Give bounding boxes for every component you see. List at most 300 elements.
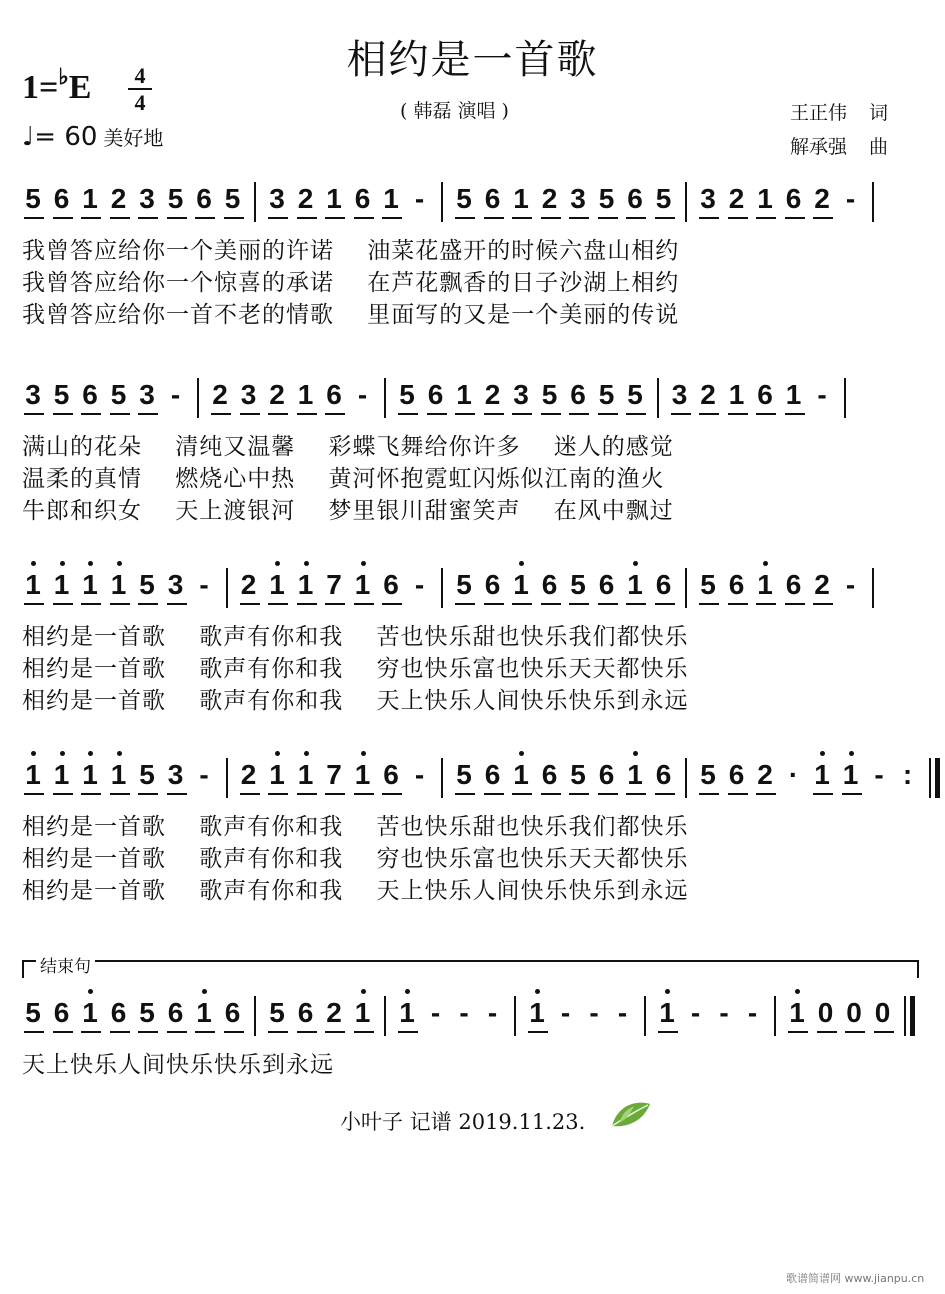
note: 3 (25, 379, 41, 410)
beam-line (325, 217, 345, 219)
composer-credit (790, 132, 888, 159)
note: 1 (269, 569, 285, 600)
beam-line (398, 1031, 418, 1033)
note: 5 (456, 759, 472, 790)
note: 0 (874, 997, 891, 1028)
beam-line (382, 217, 402, 219)
beam-line (569, 793, 589, 795)
beam-line (598, 217, 618, 219)
coda-label: 结束句 (36, 952, 95, 977)
bar-line (935, 758, 940, 798)
sustain-dash: - (459, 997, 469, 1028)
sustain-dash: - (690, 997, 701, 1028)
beam-line (268, 217, 288, 219)
beam-line (813, 603, 833, 605)
beam-line (24, 603, 44, 605)
beam-line (382, 793, 402, 795)
transcriber-signature: 小叶子 记谱 2019.11.23. (340, 1110, 586, 1134)
note: 1 (513, 759, 529, 790)
note: 1 (82, 759, 98, 790)
beam-line (569, 413, 589, 415)
note: 5 (570, 759, 586, 790)
note: 6 (484, 183, 501, 214)
note: 5 (627, 379, 643, 410)
octave-dot (361, 751, 366, 756)
octave-dot (31, 561, 36, 566)
composer-role: 曲 (869, 136, 889, 158)
bar-line (441, 758, 443, 798)
beam-line (53, 413, 73, 415)
lyric-line-1: 相约是一首歌 歌声有你和我 苦也快乐甜也快乐我们都快乐 (22, 624, 689, 650)
octave-dot (202, 989, 207, 994)
note: 1 (728, 379, 745, 410)
note: 2 (326, 997, 342, 1028)
note: 5 (139, 759, 155, 790)
beam-line (24, 217, 44, 219)
beam-line (598, 413, 618, 415)
beam-line (569, 603, 589, 605)
note: 2 (541, 183, 558, 214)
octave-dot (633, 751, 638, 756)
beam-line (699, 413, 719, 415)
beam-line (354, 217, 374, 219)
bar-line (226, 758, 228, 798)
beam-line (658, 1031, 678, 1033)
note: 1 (529, 997, 545, 1028)
bar-line (514, 996, 516, 1036)
note: 2 (297, 183, 314, 214)
sustain-dash: - (617, 997, 628, 1028)
beam-line (626, 793, 646, 795)
note: 5 (139, 997, 155, 1028)
note: 2 (728, 183, 745, 214)
beam-line (268, 413, 288, 415)
note: 5 (541, 379, 558, 410)
note: 6 (354, 183, 371, 214)
note: 1 (814, 759, 830, 790)
lyric-line-1: 天上快乐人间快乐快乐到永远 (22, 1052, 334, 1078)
note: 6 (541, 759, 558, 790)
note: 0 (846, 997, 862, 1028)
note: 5 (655, 183, 672, 214)
lyric-line-3: 我曾答应给你一首不老的情歌 里面写的又是一个美丽的传说 (22, 302, 680, 328)
beam-line (81, 413, 101, 415)
sustain-dash: - (414, 569, 425, 600)
octave-dot (275, 561, 280, 566)
sustain-dash: - (747, 997, 758, 1028)
note: 1 (25, 759, 41, 790)
time-top: 4 (134, 63, 146, 88)
beam-line (81, 1031, 101, 1033)
octave-dot (117, 561, 122, 566)
beam-line (268, 603, 288, 605)
bar-line (844, 378, 846, 418)
beam-line (53, 217, 73, 219)
note: 2 (700, 379, 716, 410)
note: 5 (224, 183, 241, 214)
note: 5 (456, 183, 472, 214)
beam-line (167, 1031, 187, 1033)
beam-line (81, 793, 101, 795)
beam-line (110, 603, 130, 605)
beam-line (167, 217, 187, 219)
octave-dot (795, 989, 800, 994)
beam-line (167, 603, 187, 605)
note: 1 (757, 183, 773, 214)
lyricist-name: 王正伟 (790, 102, 848, 124)
beam-line (138, 603, 158, 605)
note: 1 (354, 569, 371, 600)
coda-bracket (22, 960, 919, 978)
bar-line (774, 996, 776, 1036)
beam-line (541, 217, 561, 219)
note: 6 (326, 379, 342, 410)
beam-line (325, 413, 345, 415)
beam-line (569, 217, 589, 219)
note: 6 (53, 997, 70, 1028)
note: 6 (53, 183, 70, 214)
beam-line (484, 793, 504, 795)
beam-line (224, 1031, 244, 1033)
beam-line (671, 413, 691, 415)
sustain-dash: - (817, 379, 827, 410)
note: 6 (383, 759, 399, 790)
sustain-dash: - (414, 759, 425, 790)
note: 2 (212, 379, 228, 410)
note: 1 (53, 759, 70, 790)
beam-line (512, 217, 532, 219)
beam-line (138, 793, 158, 795)
lyric-line-3: 牛郎和织女 天上渡银河 梦里银川甜蜜笑声 在风中飘过 (22, 498, 674, 524)
lyric-line-2: 我曾答应给你一个惊喜的承诺 在芦花飘香的日子沙湖上相约 (22, 270, 680, 296)
beam-line (240, 413, 260, 415)
beam-line (224, 217, 244, 219)
beam-line (655, 603, 675, 605)
beam-line (655, 793, 675, 795)
flat-icon: ♭ (58, 64, 69, 89)
beam-line (785, 413, 805, 415)
note: 6 (427, 379, 444, 410)
bar-line (197, 378, 199, 418)
beam-line (817, 1031, 837, 1033)
beam-line (297, 1031, 317, 1033)
note: 6 (757, 379, 773, 410)
note: 1 (354, 997, 371, 1028)
note: 6 (224, 997, 241, 1028)
beam-line (195, 217, 215, 219)
notes-row (22, 758, 922, 808)
bar-line (872, 568, 874, 608)
beam-line (756, 793, 776, 795)
note: 1 (25, 569, 41, 600)
lyric-line-2: 相约是一首歌 歌声有你和我 穷也快乐富也快乐天天都快乐 (22, 846, 689, 872)
octave-dot (633, 561, 638, 566)
note: 3 (139, 183, 155, 214)
bar-line (685, 568, 687, 608)
note: 5 (598, 183, 615, 214)
beam-line (138, 1031, 158, 1033)
sustain-dash: - (845, 183, 856, 214)
note: 5 (110, 379, 127, 410)
note: 6 (785, 183, 802, 214)
song-title: 相约是一首歌 (346, 37, 599, 83)
note: 5 (598, 379, 615, 410)
beam-line (427, 413, 447, 415)
sustain-dash: - (199, 759, 209, 790)
singer-credit: ( 韩磊 演唱 ) (400, 100, 509, 122)
lyric-line-1: 我曾答应给你一个美丽的许诺 油菜花盛开的时候六盘山相约 (22, 238, 680, 264)
key-prefix: 1= (22, 69, 59, 106)
beam-line (626, 603, 646, 605)
octave-dot (60, 561, 65, 566)
key-tonic: E (68, 69, 92, 106)
beam-line (110, 217, 130, 219)
note: 1 (82, 997, 98, 1028)
beam-line (297, 793, 317, 795)
note: 6 (598, 569, 615, 600)
beam-line (297, 603, 317, 605)
note: 6 (627, 183, 643, 214)
beam-line (354, 793, 374, 795)
sustain-dash: - (414, 183, 425, 214)
beam-line (699, 217, 719, 219)
beam-line (756, 413, 776, 415)
bar-line (254, 996, 256, 1036)
note: 1 (456, 379, 472, 410)
beam-line (268, 793, 288, 795)
note: 1 (627, 759, 643, 790)
beam-line (325, 603, 345, 605)
note: 1 (82, 183, 98, 214)
beam-line (728, 217, 748, 219)
note: 1 (110, 759, 127, 790)
beam-line (842, 793, 862, 795)
bar-line (685, 758, 687, 798)
octave-dot (535, 989, 540, 994)
note: 1 (627, 569, 643, 600)
note: 5 (456, 569, 472, 600)
beam-line (699, 603, 719, 605)
note: 3 (167, 759, 184, 790)
note: 2 (269, 379, 285, 410)
sustain-dash: - (845, 569, 856, 600)
note: 3 (240, 379, 257, 410)
note: 1 (842, 759, 859, 790)
beam-line (325, 793, 345, 795)
beam-line (626, 217, 646, 219)
note: 5 (25, 183, 41, 214)
beam-line (53, 603, 73, 605)
beam-line (354, 603, 374, 605)
note: 1 (513, 183, 529, 214)
note: 1 (785, 379, 802, 410)
lyric-line-2: 相约是一首歌 歌声有你和我 穷也快乐富也快乐天天都快乐 (22, 656, 689, 682)
octave-dot (665, 989, 670, 994)
bar-line (872, 182, 874, 222)
beam-line (138, 413, 158, 415)
sustain-dash: - (357, 379, 368, 410)
note: 6 (297, 997, 314, 1028)
note: 6 (598, 759, 615, 790)
beam-line (728, 793, 748, 795)
note: 2 (484, 379, 501, 410)
beam-line (813, 217, 833, 219)
note: 3 (513, 379, 529, 410)
bar-line (685, 182, 687, 222)
sustain-dash: - (560, 997, 571, 1028)
note: 2 (240, 759, 257, 790)
note: 1 (110, 569, 127, 600)
beam-line (788, 1031, 808, 1033)
beam-line (512, 793, 532, 795)
note: 3 (700, 183, 716, 214)
note: 1 (513, 569, 529, 600)
note: 1 (269, 759, 285, 790)
note: 1 (297, 569, 314, 600)
note: 6 (110, 997, 127, 1028)
octave-dot (849, 751, 854, 756)
note: 6 (785, 569, 802, 600)
octave-dot (88, 751, 93, 756)
beam-line (325, 1031, 345, 1033)
beam-line (398, 413, 418, 415)
beam-line (541, 793, 561, 795)
key-signature (22, 64, 91, 107)
beam-line (512, 603, 532, 605)
beam-line (813, 793, 833, 795)
note: 6 (196, 183, 212, 214)
notes-row (22, 996, 922, 1046)
note: 1 (326, 183, 342, 214)
note: 1 (53, 569, 70, 600)
bar-line (929, 758, 931, 798)
note: 1 (383, 183, 399, 214)
beam-line (785, 217, 805, 219)
tempo-marking (22, 122, 163, 152)
bar-line (904, 996, 906, 1036)
note: 2 (110, 183, 127, 214)
lyricist-role: 词 (869, 102, 889, 124)
note: : (902, 759, 913, 790)
beam-line (24, 1031, 44, 1033)
note: 1 (82, 569, 98, 600)
beam-line (268, 1031, 288, 1033)
beam-line (81, 217, 101, 219)
note: 1 (297, 759, 314, 790)
note: 6 (570, 379, 586, 410)
beam-line (110, 1031, 130, 1033)
note: 6 (655, 569, 672, 600)
note: 5 (25, 997, 41, 1028)
beam-line (53, 1031, 73, 1033)
lyric-line-3: 相约是一首歌 歌声有你和我 天上快乐人间快乐快乐到永远 (22, 878, 689, 904)
note: 1 (196, 997, 212, 1028)
beam-line (167, 793, 187, 795)
note: 2 (814, 569, 830, 600)
lyric-line-1: 满山的花朵 清纯又温馨 彩蝶飞舞给你许多 迷人的感觉 (22, 434, 674, 460)
notes-row (22, 568, 922, 618)
time-signature (128, 64, 152, 114)
note: 0 (817, 997, 834, 1028)
sustain-dash: - (487, 997, 498, 1028)
note: 3 (139, 379, 155, 410)
octave-dot (763, 561, 768, 566)
beam-line (240, 793, 260, 795)
beam-line (728, 413, 748, 415)
quarter-note-icon: ♩ (22, 122, 35, 152)
time-bottom: 4 (134, 90, 146, 115)
beam-line (455, 793, 475, 795)
octave-dot (31, 751, 36, 756)
beam-line (484, 217, 504, 219)
beam-line (541, 603, 561, 605)
note: 1 (399, 997, 415, 1028)
bar-line (910, 996, 915, 1036)
leaf-icon (608, 1098, 654, 1136)
octave-dot (361, 561, 366, 566)
beam-line (297, 217, 317, 219)
beam-line (528, 1031, 548, 1033)
beam-line (455, 217, 475, 219)
beam-line (110, 793, 130, 795)
lyric-line-2: 温柔的真情 燃烧心中热 黄河怀抱霓虹闪烁似江南的渔火 (22, 466, 665, 492)
notes-row (22, 182, 922, 232)
note: 7 (326, 759, 342, 790)
note: 6 (484, 759, 501, 790)
note: 5 (269, 997, 285, 1028)
site-watermark: 歌谱简谱网 www.jianpu.cn (786, 1272, 925, 1285)
beam-line (354, 1031, 374, 1033)
note: 7 (326, 569, 342, 600)
note: 6 (655, 759, 672, 790)
bar-line (384, 996, 386, 1036)
note: 6 (484, 569, 501, 600)
beam-line (455, 603, 475, 605)
note: 5 (139, 569, 155, 600)
tempo-mood: 美好地 (103, 126, 164, 150)
beam-line (655, 217, 675, 219)
note: 5 (700, 569, 716, 600)
note: 6 (728, 569, 745, 600)
beam-line (845, 1031, 865, 1033)
beam-line (24, 793, 44, 795)
beam-line (756, 603, 776, 605)
note: 3 (671, 379, 688, 410)
sustain-dash: - (170, 379, 181, 410)
beam-line (598, 603, 618, 605)
bar-line (384, 378, 386, 418)
octave-dot (820, 751, 825, 756)
sustain-dash: - (430, 997, 441, 1028)
octave-dot (304, 561, 309, 566)
sustain-dash: - (589, 997, 599, 1028)
note: 1 (757, 569, 773, 600)
sustain-dash: - (874, 759, 884, 790)
sustain-dash: - (199, 569, 209, 600)
beam-line (728, 603, 748, 605)
bar-line (226, 568, 228, 608)
bar-line (657, 378, 659, 418)
beam-line (598, 793, 618, 795)
note: 5 (167, 183, 184, 214)
note: 2 (814, 183, 830, 214)
lyricist-credit (790, 98, 888, 125)
beam-line (382, 603, 402, 605)
octave-dot (60, 751, 65, 756)
note: 6 (82, 379, 98, 410)
note: 2 (240, 569, 257, 600)
bar-line (254, 182, 256, 222)
